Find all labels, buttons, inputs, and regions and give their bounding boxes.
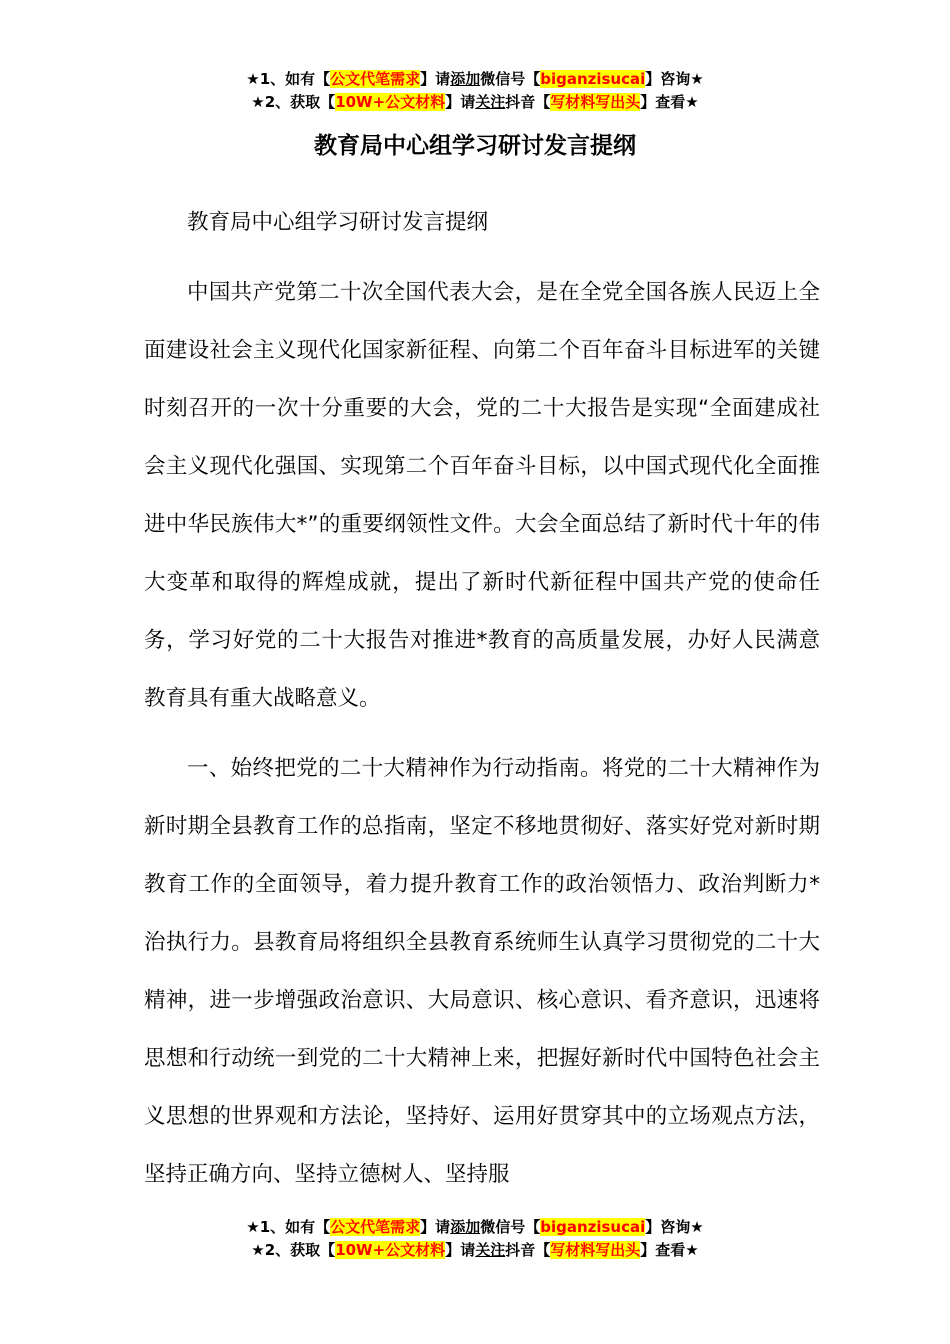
banner-underlined-text: 关注 (475, 93, 506, 111)
banner-text: ★1、如有【 (246, 70, 331, 88)
banner-text: 】请 (445, 1241, 476, 1259)
banner-highlight: 公文代笔需求 (330, 1218, 421, 1236)
paragraph-subtitle: 教育局中心组学习研讨发言提纲 (187, 210, 489, 235)
banner-text: 抖音【 (505, 93, 551, 111)
banner-highlight: 10W+公文材料 (335, 93, 446, 111)
document-title: 教育局中心组学习研讨发言提纲 (314, 133, 636, 159)
banner-text: 微信号【 (480, 70, 541, 88)
banner-text: 微信号【 (480, 1218, 541, 1236)
banner-underlined-text: 添加 (450, 1218, 481, 1236)
banner-text: 】请 (420, 1218, 451, 1236)
document-body (144, 194, 820, 1204)
banner-text: ★2、获取【 (251, 93, 336, 111)
banner-highlight: biganzisucai (540, 1218, 646, 1236)
banner-underlined-text: 关注 (475, 1241, 506, 1259)
header-banner (0, 68, 950, 114)
banner-text: 】咨询★ (645, 70, 704, 88)
banner-line-2 (0, 1239, 950, 1262)
banner-line-1 (0, 68, 950, 91)
banner-underlined-text: 添加 (450, 70, 481, 88)
banner-line-2 (0, 91, 950, 114)
banner-text: 】查看★ (640, 1241, 699, 1259)
banner-text: ★2、获取【 (251, 1241, 336, 1259)
banner-text: 】查看★ (640, 93, 699, 111)
banner-text: ★1、如有【 (246, 1218, 331, 1236)
banner-text: 】请 (445, 93, 476, 111)
banner-text: 】请 (420, 70, 451, 88)
banner-highlight: 写材料写出头 (550, 93, 641, 111)
banner-text: 】咨询★ (645, 1218, 704, 1236)
banner-highlight: 公文代笔需求 (330, 70, 421, 88)
banner-line-1 (0, 1216, 950, 1239)
paragraph-intro: 中国共产党第二十次全国代表大会，是在全党全国各族人民迈上全面建设社会主义现代化国家新征程、向第二个百年奋斗目标进军的关键时刻召开的一次十分重要的大会，党的二十大报告是实现“全面建成社会主义现代化强国、实现第二个百年奋斗目标，以中国式现代化全面推进中华民族伟大*”的重要纲领性文件。大会全面总结了新时代十年的伟大变革和取得的辉煌成就，提出了新时代新征程中国共产党的使命任务，学习好党的二十大报告对推进*教育的高质量发展，办好人民满意教育具有重大战略意义。 (144, 280, 820, 711)
paragraph-section-1: 一、始终把党的二十大精神作为行动指南。将党的二十大精神作为新时期全县教育工作的总指南，坚定不移地贯彻好、落实好党对新时期教育工作的全面领导，着力提升教育工作的政治领悟力、政治判断力*治执行力。县教育局将组织全县教育系统师生认真学习贯彻党的二十大精神，进一步增强政治意识、大局意识、核心意识、看齐意识，迅速将思想和行动统一到党的二十大精神上来，把握好新时代中国特色社会主义思想的世界观和方法论，坚持好、运用好贯穿其中的立场观点方法，坚持正确方向、坚持立德树人、坚持服 (144, 756, 820, 1187)
banner-text: 抖音【 (505, 1241, 551, 1259)
footer-banner (0, 1216, 950, 1262)
banner-highlight: 10W+公文材料 (335, 1241, 446, 1259)
banner-highlight: biganzisucai (540, 70, 646, 88)
banner-highlight: 写材料写出头 (550, 1241, 641, 1259)
